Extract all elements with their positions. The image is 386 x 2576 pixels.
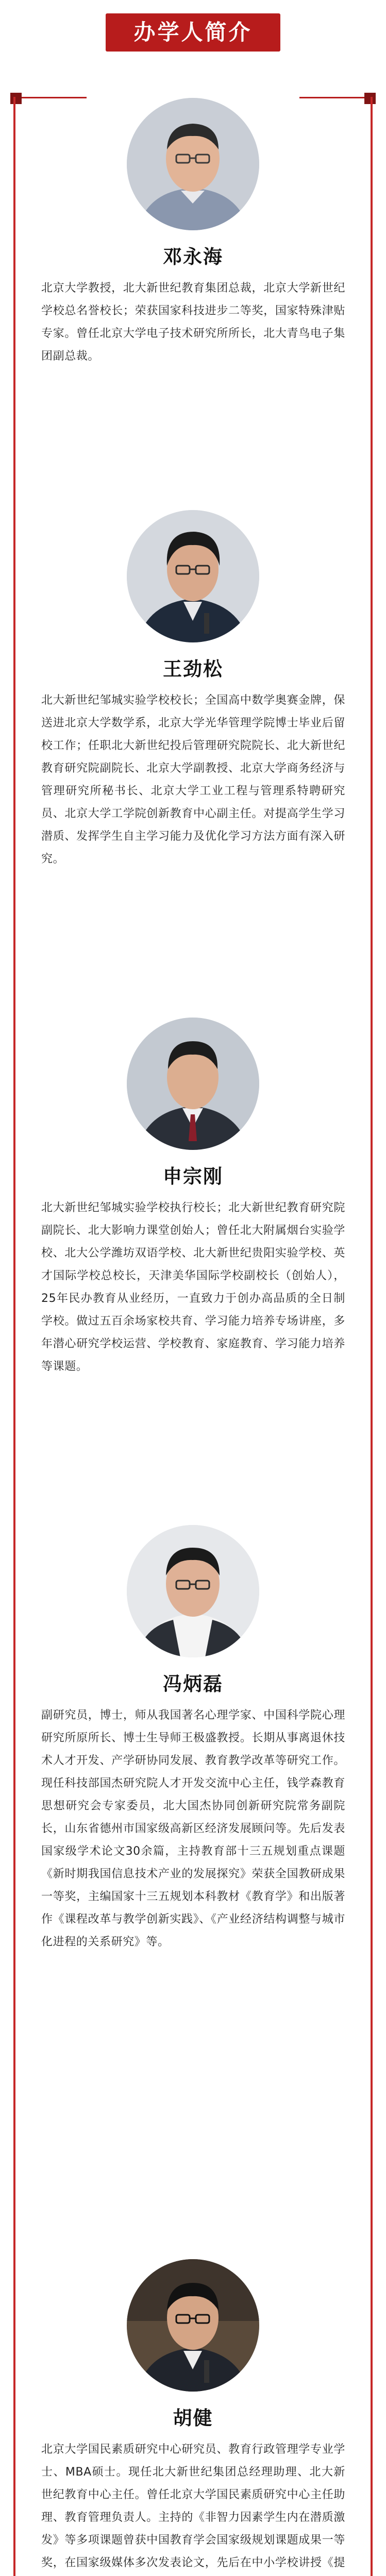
- avatar: [127, 510, 259, 642]
- frame-corner-right: [364, 93, 376, 104]
- person-name: 邓永海: [163, 246, 223, 268]
- person-bio: 北京大学国民素质研究中心研究员、教育行政管理学专业学士、MBA硕士。现任北大新世纪集团总经理助理、北大新世纪教育中心主任。曾任北京大学国民素质研究中心主任助理、教育管理负责人。主持的《非智力因素学生内在潜质激发》等多项课题曾获中国教育学会国家级规划课题成果一等奖，在国家级媒体多次发表论文，先后在中小学校讲授《提: [41, 2443, 345, 2569]
- person-bio: 北大新世纪邹城实验学校校长；全国高中数学奥赛金牌，保送进北京大学数学系，北京大学光华管理学院博士毕业后留校工作；任职北大新世纪投后管理研究院院长、北大新世纪教育研究院副院长、北京大学副教授、北京大学商务经济与管理研究所秘书长、北京大学工业工程与管理系特聘研究员、北京大学工学院创新教育中心副主任。对提高学生学习潜质、发挥学生自主学习能力及优化学习方法方面有深入研究。: [41, 694, 345, 866]
- avatar-photo: [127, 1018, 259, 1150]
- page-title-banner: [106, 13, 280, 52]
- frame-top-left-line: [14, 97, 87, 98]
- avatar-photo: [127, 2259, 259, 2392]
- person-name: 王劲松: [163, 658, 223, 680]
- person-name: 申宗刚: [163, 1165, 223, 1188]
- person-bio: 北大新世纪邹城实验学校执行校长；北大新世纪教育研究院副院长、北大影响力课堂创始人；曾任北大附属烟台实验学校、北大公学潍坊双语学校、北大新世纪贵阳实验学校、英才国际学校总校长，天津美华国际学校副校长（创始人），25年民办教育从业经历，一直致力于创办高品质的全日制学校。做过五百余场家校共育、学习能力培养专场讲座，多年潜心研究学校运营、学校教育、家庭教育、学习能力培养等课题。: [41, 1201, 345, 1373]
- avatar: [127, 1525, 259, 1657]
- page-title: 办学人简介: [133, 20, 253, 45]
- avatar-photo: [127, 1525, 259, 1657]
- frame-top-right-line: [299, 97, 372, 98]
- avatar: [127, 98, 259, 230]
- avatar: [127, 1018, 259, 1150]
- person-name: 胡健: [173, 2407, 213, 2429]
- avatar-photo: [127, 510, 259, 642]
- frame-corner-left: [10, 93, 22, 104]
- frame-left-line: [13, 97, 15, 2576]
- person-bio: 北京大学教授，北大新世纪教育集团总裁，北京大学新世纪学校总名誉校长；荣获国家科技进步二等奖，国家特殊津贴专家。曾任北京大学电子技术研究所所长，北大青鸟电子集团副总裁。: [41, 282, 345, 363]
- person-bio: 副研究员，博士，师从我国著名心理学家、中国科学院心理研究所原所长、博士生导师王极盛教授。长期从事离退休技术人才开发、产学研协同发展、教育教学改革等研究工作。现任科技部国杰研究院人才开发交流中心主任，钱学森教育思想研究会专家委员，北大国杰协同创新研究院常务副院长，山东省德州市国家级高新区经济发展顾问等。先后发表国家级学术论文30余篇，主持教育部十三五规划重点课题《新时期我国信息技术产业的发展探究》荣获全国教研成果一等奖，主编国家十三五规划本科教材《教育学》和出版著作《课程改革与教学创新实践》、《产业经济结构调整与城市化进程的关系研究》等。: [41, 1709, 345, 1948]
- avatar: [127, 2259, 259, 2392]
- frame-right-line: [371, 97, 373, 2576]
- avatar-photo: [127, 98, 259, 230]
- person-name: 冯炳磊: [163, 1673, 223, 1695]
